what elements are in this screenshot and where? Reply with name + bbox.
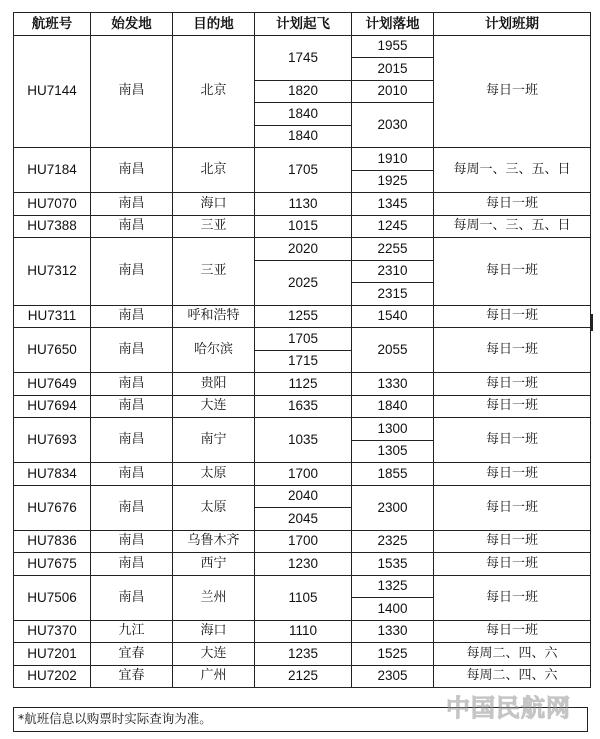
schedule-days: 每日一班 — [434, 575, 591, 620]
origin-city: 南昌 — [91, 305, 173, 328]
arrival-time: 1345 — [352, 193, 434, 216]
departure-time: 1820 — [255, 80, 352, 103]
table-row — [14, 620, 591, 643]
arrival-time: 2315 — [352, 283, 434, 306]
departure-time: 1015 — [255, 215, 352, 238]
header-flight-no: 航班号 — [14, 13, 91, 36]
arrival-time: 1245 — [352, 215, 434, 238]
flight-number: HU7388 — [14, 215, 91, 238]
departure-time: 1700 — [255, 530, 352, 553]
origin-city: 南昌 — [91, 215, 173, 238]
origin-city: 南昌 — [91, 328, 173, 373]
arrival-time: 2010 — [352, 80, 434, 103]
table-row — [14, 193, 591, 216]
arrival-time: 2310 — [352, 260, 434, 283]
schedule-days: 每周一、三、五、日 — [434, 215, 591, 238]
departure-time: 1130 — [255, 193, 352, 216]
destination-city: 太原 — [173, 485, 255, 530]
departure-time: 2125 — [255, 665, 352, 688]
arrival-time: 2325 — [352, 530, 434, 553]
header-destination: 目的地 — [173, 13, 255, 36]
arrival-time: 1840 — [255, 125, 352, 148]
departure-time: 1635 — [255, 395, 352, 418]
table-row — [14, 530, 591, 553]
schedule-days: 每周二、四、六 — [434, 643, 591, 666]
schedule-days: 每日一班 — [434, 530, 591, 553]
table-row — [14, 575, 591, 598]
header-schedule: 计划班期 — [434, 13, 591, 36]
origin-city: 宜春 — [91, 665, 173, 688]
origin-city: 南昌 — [91, 575, 173, 620]
destination-city: 兰州 — [173, 575, 255, 620]
destination-city: 大连 — [173, 643, 255, 666]
schedule-days: 每日一班 — [434, 238, 591, 306]
departure-time: 2040 — [255, 485, 352, 508]
departure-time: 1110 — [255, 620, 352, 643]
origin-city: 南昌 — [91, 373, 173, 396]
schedule-days: 每日一班 — [434, 553, 591, 576]
schedule-days: 每周一、三、五、日 — [434, 148, 591, 193]
header-origin: 始发地 — [91, 13, 173, 36]
destination-city: 海口 — [173, 193, 255, 216]
destination-city: 三亚 — [173, 215, 255, 238]
flight-number: HU7676 — [14, 485, 91, 530]
origin-city: 南昌 — [91, 418, 173, 463]
flight-number: HU7144 — [14, 35, 91, 148]
header-arr-time: 计划落地 — [352, 13, 434, 36]
departure-time: 2045 — [255, 508, 352, 531]
table-row — [14, 215, 591, 238]
flight-number: HU7650 — [14, 328, 91, 373]
departure-time: 1840 — [255, 103, 352, 126]
arrival-time: 2255 — [352, 238, 434, 261]
schedule-days: 每日一班 — [434, 373, 591, 396]
destination-city: 北京 — [173, 35, 255, 148]
table-row — [14, 328, 591, 351]
header-dep-time: 计划起飞 — [255, 13, 352, 36]
table-row — [14, 238, 591, 261]
schedule-days: 每日一班 — [434, 418, 591, 463]
arrival-time: 1855 — [352, 463, 434, 486]
destination-city: 大连 — [173, 395, 255, 418]
destination-city: 贵阳 — [173, 373, 255, 396]
arrival-time: 2055 — [352, 328, 434, 373]
schedule-days: 每日一班 — [434, 328, 591, 373]
destination-city: 呼和浩特 — [173, 305, 255, 328]
departure-time: 1230 — [255, 553, 352, 576]
flight-number: HU7649 — [14, 373, 91, 396]
destination-city: 西宁 — [173, 553, 255, 576]
arrival-time: 1535 — [352, 553, 434, 576]
flight-number: HU7201 — [14, 643, 91, 666]
destination-city: 哈尔滨 — [173, 328, 255, 373]
flight-number: HU7834 — [14, 463, 91, 486]
table-row — [14, 148, 591, 171]
flight-number: HU7312 — [14, 238, 91, 306]
edge-tick-mark — [591, 314, 593, 331]
departure-time: 1705 — [255, 148, 352, 193]
arrival-time: 1525 — [352, 643, 434, 666]
flight-number: HU7202 — [14, 665, 91, 688]
departure-time: 1715 — [255, 350, 352, 373]
departure-time: 1125 — [255, 373, 352, 396]
watermark-logo: 中国民航网 — [446, 694, 571, 722]
origin-city: 南昌 — [91, 193, 173, 216]
flight-number: HU7694 — [14, 395, 91, 418]
schedule-days: 每日一班 — [434, 463, 591, 486]
departure-time: 2020 — [255, 238, 352, 261]
destination-city: 三亚 — [173, 238, 255, 306]
arrival-time: 2300 — [352, 485, 434, 530]
flight-number: HU7675 — [14, 553, 91, 576]
arrival-time: 1540 — [352, 305, 434, 328]
table-row — [14, 373, 591, 396]
table-row — [14, 485, 591, 508]
schedule-days: 每日一班 — [434, 35, 591, 148]
arrival-time: 2015 — [352, 58, 434, 81]
schedule-days: 每周二、四、六 — [434, 665, 591, 688]
schedule-days: 每日一班 — [434, 485, 591, 530]
arrival-time: 1925 — [352, 170, 434, 193]
table-row — [14, 463, 591, 486]
footnote: *航班信息以购票时实际查询为准。 — [13, 707, 588, 732]
schedule-days: 每日一班 — [434, 193, 591, 216]
flight-number: HU7311 — [14, 305, 91, 328]
table-row — [14, 35, 591, 58]
table-row — [14, 643, 591, 666]
arrival-time: 1840 — [352, 395, 434, 418]
flight-number: HU7506 — [14, 575, 91, 620]
departure-time: 1705 — [255, 328, 352, 351]
departure-time: 1235 — [255, 643, 352, 666]
departure-time: 1700 — [255, 463, 352, 486]
arrival-time: 2305 — [352, 665, 434, 688]
origin-city: 南昌 — [91, 238, 173, 306]
departure-time: 1105 — [255, 575, 352, 620]
arrival-time: 1955 — [352, 35, 434, 58]
origin-city: 南昌 — [91, 35, 173, 148]
arrival-time: 1910 — [352, 148, 434, 171]
origin-city: 宜春 — [91, 643, 173, 666]
destination-city: 太原 — [173, 463, 255, 486]
flight-number: HU7184 — [14, 148, 91, 193]
schedule-days: 每日一班 — [434, 395, 591, 418]
schedule-days: 每日一班 — [434, 305, 591, 328]
table-row — [14, 395, 591, 418]
arrival-time: 1305 — [352, 440, 434, 463]
flight-number: HU7693 — [14, 418, 91, 463]
origin-city: 南昌 — [91, 553, 173, 576]
destination-city: 海口 — [173, 620, 255, 643]
arrival-time: 1330 — [352, 373, 434, 396]
table-row — [14, 665, 591, 688]
arrival-time: 1330 — [352, 620, 434, 643]
destination-city: 北京 — [173, 148, 255, 193]
table-row — [14, 418, 591, 441]
table-row — [14, 305, 591, 328]
departure-time: 1255 — [255, 305, 352, 328]
flight-number: HU7836 — [14, 530, 91, 553]
schedule-days: 每日一班 — [434, 620, 591, 643]
origin-city: 南昌 — [91, 463, 173, 486]
origin-city: 南昌 — [91, 485, 173, 530]
origin-city: 南昌 — [91, 530, 173, 553]
flight-number: HU7370 — [14, 620, 91, 643]
origin-city: 九江 — [91, 620, 173, 643]
destination-city: 乌鲁木齐 — [173, 530, 255, 553]
origin-city: 南昌 — [91, 148, 173, 193]
flight-schedule-table — [13, 12, 591, 688]
table-row — [14, 553, 591, 576]
arrival-time: 1400 — [352, 598, 434, 621]
flight-number: HU7070 — [14, 193, 91, 216]
departure-time: 1745 — [255, 35, 352, 80]
arrival-time: 2030 — [352, 103, 434, 148]
departure-time: 1035 — [255, 418, 352, 463]
departure-time: 2025 — [255, 260, 352, 305]
destination-city: 南宁 — [173, 418, 255, 463]
arrival-time: 1325 — [352, 575, 434, 598]
destination-city: 广州 — [173, 665, 255, 688]
origin-city: 南昌 — [91, 395, 173, 418]
table-header-row — [14, 13, 591, 36]
arrival-time: 1300 — [352, 418, 434, 441]
